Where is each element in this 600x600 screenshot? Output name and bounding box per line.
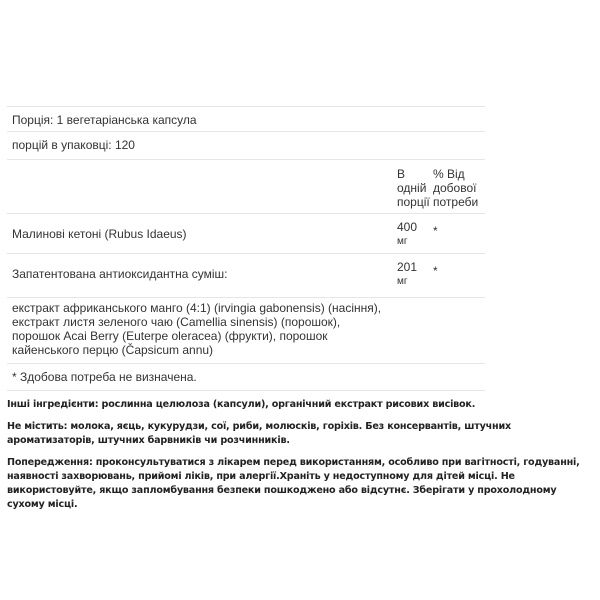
amount-unit: мг [397, 236, 408, 247]
nutrient-dv [429, 254, 485, 297]
warning: Попередження: проконсультуватися з лікарем перед використанням, особливо при вагітності, годуванні, наявності захворювань, прийомі ліків, при алергії.Храніть у недоступному для дітей місці. Не використовуйте, якщо запломбування безпеки пошкоджено або відсутнє. Зберігати у прохолодному сухому місці. [7, 457, 580, 510]
footnote-row [7, 363, 485, 391]
nutrient-row [7, 253, 485, 297]
nutrient-name: Малинові кетоні (Rubus Idaeus) [12, 227, 187, 241]
nutrient-amount [392, 214, 429, 253]
amount-value: 400 [397, 220, 418, 234]
product-notes [7, 398, 592, 520]
other-ingredients: Інші інгредієнти: рослинна целюлоза (капсули), органічний екстракт рисових висівок. [7, 399, 476, 410]
serving-size: Порція: 1 вегетаріанська капсула [12, 113, 197, 127]
header-row [7, 159, 485, 213]
nutrient-row [7, 213, 485, 253]
amount-value: 201 [397, 260, 418, 274]
dv-value: * [433, 264, 438, 278]
blend-components: екстракт африканського манго (4:1) (irvingia gabonensis) (насіння), екстракт листя зеленого чаю (Camellia sinensis) (порошок), порошок Acai Berry (Euterpe oleracea) (фрукти), порошок кайенського перцю (Čapsicum annu) [12, 301, 382, 357]
footnote: * Здобова потреба не визначена. [12, 370, 197, 384]
supplement-facts-table [7, 106, 485, 391]
dv-value: * [433, 224, 438, 238]
servings-per-container: порцій в упаковці: 120 [12, 138, 135, 152]
nutrient-amount [392, 254, 429, 297]
header-amount-per-serving: В одній порції [397, 167, 430, 209]
blend-components-row [7, 297, 485, 363]
nutrient-dv [429, 214, 485, 253]
header-daily-value: % Від добової потреби [433, 167, 479, 209]
servings-per-container-row [7, 131, 485, 159]
allergen-free-statement: Не містить: молока, яєць, кукурудзи, сої, риби, молюсків, горіхів. Без консервантів, штучних ароматизаторів, штучних барвників чи розчинників. [7, 421, 511, 446]
nutrient-name: Запатентована антиоксидантна суміш: [12, 267, 228, 281]
amount-unit: мг [397, 276, 408, 287]
serving-size-row [7, 106, 485, 131]
header-name-cell [7, 160, 392, 213]
